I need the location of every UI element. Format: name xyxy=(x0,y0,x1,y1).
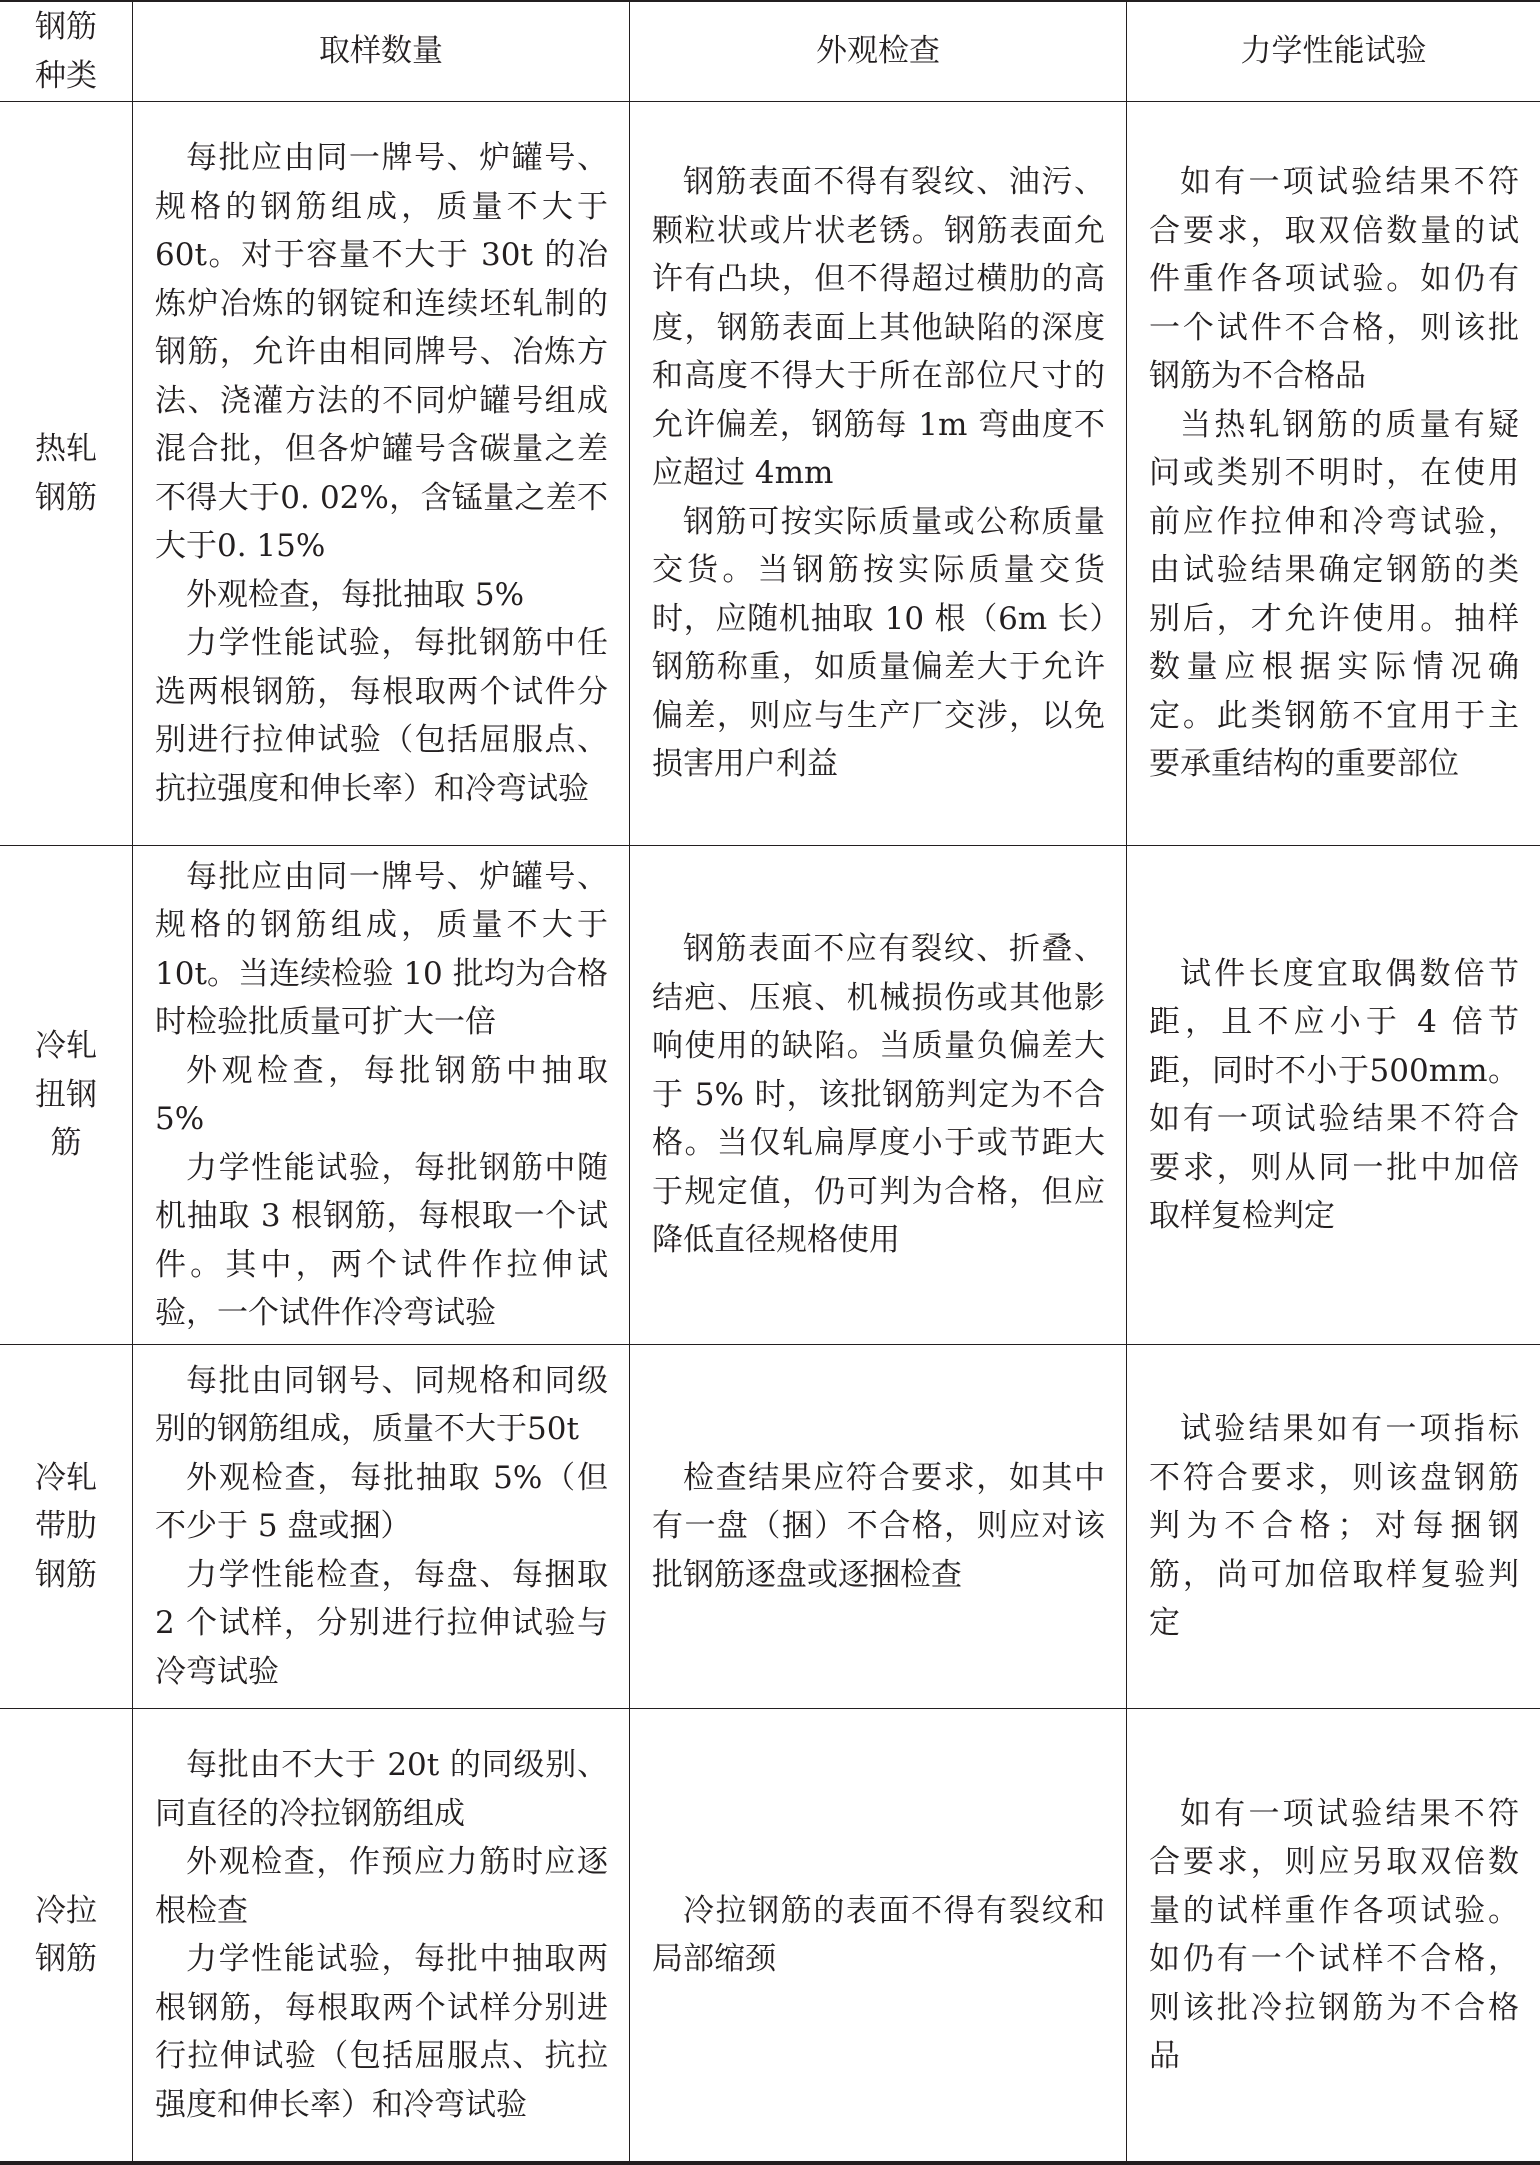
appearance-text xyxy=(652,925,1105,1265)
sampling-paragraph: 每批应由同一牌号、炉罐号、规格的钢筋组成，质量不大于60t。对于容量不大于 30t 的冶炼炉冶炼的钢锭和连续坯轧制的钢筋，允许由相同牌号、冶炼方法、浇灌方法的不同炉罐号组成混合批，但各炉罐号含碳量之差不得大于0. 02%，含锰量之差不大于0. 15% xyxy=(155,140,608,564)
appearance-paragraph: 钢筋表面不应有裂纹、折叠、结疤、压痕、机械损伤或其他影响使用的缺陷。当质量负偏差大于 5% 时，该批钢筋判定为不合格。当仅轧扁厚度小于或节距大于规定值，仍可判为合格，但应降低直径规格使用 xyxy=(652,931,1105,1259)
rebar-type-label: 冷轧扭钢筋 xyxy=(35,1028,97,1162)
sampling-paragraph: 外观检查，每批抽取 5% xyxy=(186,576,525,613)
appearance-paragraph: 冷拉钢筋的表面不得有裂纹和局部缩颈 xyxy=(652,1892,1105,1977)
row-cold-twisted-sampling-cell xyxy=(133,846,630,1345)
header-mechanical-label: 力学性能试验 xyxy=(1240,33,1427,70)
row-hot-rolled-sampling-cell xyxy=(133,102,630,846)
appearance-paragraph: 检查结果应符合要求，如其中有一盘（捆）不合格，则应对该批钢筋逐盘或逐捆检查 xyxy=(652,1459,1105,1593)
rebar-type-label: 热轧钢筋 xyxy=(35,431,97,516)
mechanical-text xyxy=(1149,950,1519,1241)
sampling-paragraph: 外观检查，每批抽取 5%（但不少于 5 盘或捆） xyxy=(155,1459,608,1545)
sampling-text xyxy=(155,853,608,1338)
row-hot-rolled-appearance-cell xyxy=(630,102,1127,846)
header-appearance-label: 外观检查 xyxy=(816,33,940,70)
sampling-paragraph: 力学性能试验，每批钢筋中随机抽取 3 根钢筋，每根取一个试件。其中，两个试件作拉伸试验，一个试件作冷弯试验 xyxy=(155,1149,608,1331)
mechanical-paragraph: 试验结果如有一项指标不符合要求，则该盘钢筋判为不合格；对每捆钢筋，尚可加倍取样复验判定 xyxy=(1149,1411,1519,1642)
mechanical-text xyxy=(1149,1405,1519,1648)
appearance-text xyxy=(652,1887,1105,1984)
sampling-paragraph: 每批由不大于 20t 的同级别、同直径的冷拉钢筋组成 xyxy=(155,1747,608,1832)
rebar-type-label: 冷轧带肋钢筋 xyxy=(35,1459,97,1593)
header-sampling-label: 取样数量 xyxy=(319,33,443,70)
row-cold-ribbed-sampling-cell xyxy=(133,1345,630,1709)
header-appearance-cell xyxy=(630,2,1127,102)
sampling-paragraph: 每批应由同一牌号、炉罐号、规格的钢筋组成，质量不大于10t。当连续检验 10 批均为合格时检验批质量可扩大一倍 xyxy=(155,858,608,1040)
mechanical-paragraph: 如有一项试验结果不符合要求，取双倍数量的试件重作各项试验。如仍有一个试件不合格，则该批钢筋为不合格品 xyxy=(1149,164,1519,395)
sampling-paragraph: 力学性能试验，每批中抽取两根钢筋，每根取两个试样分别进行拉伸试验（包括屈服点、抗拉强度和伸长率）和冷弯试验 xyxy=(155,1941,608,2123)
mechanical-text xyxy=(1149,158,1519,789)
appearance-paragraph: 钢筋表面不得有裂纹、油污、颗粒状或片状老锈。钢筋表面允许有凸块，但不得超过横肋的高度，钢筋表面上其他缺陷的深度和高度不得大于所在部位尺寸的允许偏差，钢筋每 1m 弯曲度不应超过 4mm xyxy=(652,164,1105,492)
row-cold-twisted-type-cell xyxy=(0,846,133,1345)
row-cold-drawn-appearance-cell xyxy=(630,1709,1127,2161)
row-cold-ribbed-type-cell xyxy=(0,1345,133,1709)
sampling-text xyxy=(155,134,608,813)
sampling-paragraph: 外观检查，每批钢筋中抽取 5% xyxy=(155,1052,608,1137)
header-type-cell xyxy=(0,2,133,102)
rebar-type-label: 冷拉钢筋 xyxy=(35,1892,97,1977)
sampling-paragraph: 每批由同钢号、同规格和同级别的钢筋组成，质量不大于50t xyxy=(155,1362,608,1448)
appearance-paragraph: 钢筋可按实际质量或公称质量交货。当钢筋按实际质量交货时，应随机抽取 10 根（6m 长）钢筋称重，如质量偏差大于允许偏差，则应与生产厂交涉，以免损害用户利益 xyxy=(652,503,1105,783)
appearance-text xyxy=(652,1454,1105,1600)
row-hot-rolled-mechanical-cell xyxy=(1127,102,1540,846)
header-mechanical-cell xyxy=(1127,2,1540,102)
mechanical-paragraph: 如有一项试验结果不符合要求，则应另取双倍数量的试样重作各项试验。如仍有一个试样不合格，则该批冷拉钢筋为不合格品 xyxy=(1149,1795,1519,2074)
sampling-paragraph: 外观检查，作预应力筋时应逐根检查 xyxy=(155,1844,608,1929)
row-hot-rolled-type-cell xyxy=(0,102,133,846)
mechanical-text xyxy=(1149,1790,1519,2081)
row-cold-drawn-sampling-cell xyxy=(133,1709,630,2161)
row-cold-twisted-appearance-cell xyxy=(630,846,1127,1345)
sampling-text xyxy=(155,1741,608,2129)
row-cold-twisted-mechanical-cell xyxy=(1127,846,1540,1345)
row-cold-ribbed-appearance-cell xyxy=(630,1345,1127,1709)
header-type-label: 钢筋种类 xyxy=(35,9,97,94)
appearance-text xyxy=(652,158,1105,789)
row-cold-drawn-mechanical-cell xyxy=(1127,1709,1540,2161)
mechanical-paragraph: 当热轧钢筋的质量有疑问或类别不明时，在使用前应作拉伸和冷弯试验，由试验结果确定钢筋的类别后，才允许使用。抽样数量应根据实际情况确定。此类钢筋不宜用于主要承重结构的重要部位 xyxy=(1149,406,1519,783)
sampling-paragraph: 力学性能检查，每盘、每捆取 2 个试样，分别进行拉伸试验与冷弯试验 xyxy=(155,1556,608,1690)
mechanical-paragraph: 试件长度宜取偶数倍节距，且不应小于 4 倍节距，同时不小于500mm。如有一项试验结果不符合要求，则从同一批中加倍取样复检判定 xyxy=(1149,955,1519,1234)
row-cold-drawn-type-cell xyxy=(0,1709,133,2161)
header-sampling-cell xyxy=(133,2,630,102)
sampling-text xyxy=(155,1357,608,1697)
sampling-paragraph: 力学性能试验，每批钢筋中任选两根钢筋，每根取两个试件分别进行拉伸试验（包括屈服点、抗拉强度和伸长率）和冷弯试验 xyxy=(155,625,608,807)
row-cold-ribbed-mechanical-cell xyxy=(1127,1345,1540,1709)
